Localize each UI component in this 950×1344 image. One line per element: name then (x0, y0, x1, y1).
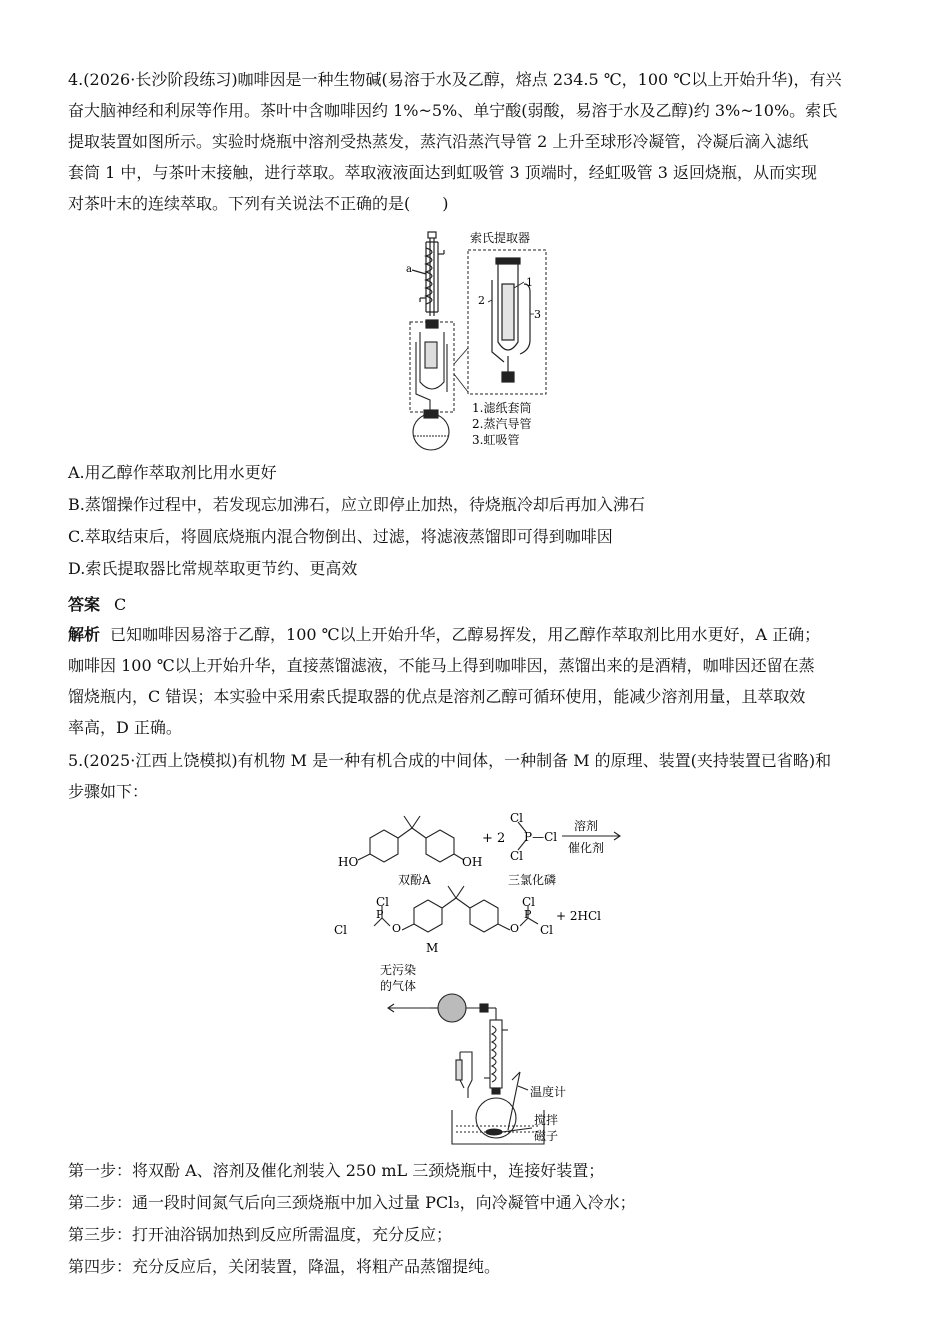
explanation (68, 619, 883, 743)
reaction-scheme (330, 808, 630, 958)
stirrer-label-1: 搅拌 (534, 1113, 559, 1127)
cl-m-left: Cl (334, 923, 348, 937)
solvent-label: 溶剂 (574, 819, 599, 833)
explanation-label: 解析 (68, 625, 101, 644)
apparatus-figure (372, 960, 592, 1150)
answer-line (68, 592, 126, 615)
figure-title: 索氏提取器 (470, 231, 531, 245)
catalyst-label: 催化剂 (568, 841, 605, 855)
cl-m-left-top: Cl (376, 895, 390, 909)
gas-label-1: 无污染 (380, 963, 417, 977)
plus-2: + 2 (482, 831, 506, 846)
name-pcl3: 三氯化磷 (508, 873, 557, 887)
plus-2hcl: + 2HCl (556, 909, 601, 923)
p-m-left: P (376, 908, 384, 921)
cl-top: Cl (510, 811, 524, 825)
p-m-right: P (524, 908, 532, 921)
name-bisphenol-a: 双酚A (398, 873, 431, 887)
cl-m-right: Cl (540, 923, 554, 937)
option-d: D.索氏提取器比常规萃取更节约、更高效 (68, 559, 358, 578)
thermometer-label: 温度计 (530, 1085, 567, 1099)
q4-line: 对茶叶末的连续萃取。下列有关说法不正确的是( ) (68, 194, 449, 213)
step-1: 第一步：将双酚 A、溶剂及催化剂装入 250 mL 三颈烧瓶中，连接好装置； (68, 1161, 605, 1180)
explanation-line: 已知咖啡因易溶于乙醇，100 ℃以上开始升华，乙醇易挥发，用乙醇作萃取剂比用水更好，A 正确； (110, 625, 821, 644)
question-5-stem (68, 745, 883, 807)
label-1: 1 (526, 276, 533, 289)
q5-line: 步骤如下： (68, 782, 149, 801)
label-a: a (406, 264, 412, 275)
ho-left: HO (338, 855, 359, 869)
legend-3: 3.虹吸管 (472, 433, 520, 447)
answer-label: 答案 (68, 595, 101, 614)
option-b: B.蒸馏操作过程中，若发现忘加沸石，应立即停止加热，待烧瓶冷却后再加入沸石 (68, 495, 645, 514)
p-cl: P—Cl (524, 830, 558, 844)
legend-1: 1.滤纸套筒 (472, 401, 532, 415)
soxhlet-figure (400, 224, 560, 454)
o-m-left: O (392, 922, 402, 935)
legend-2: 2.蒸汽导管 (472, 417, 532, 431)
q5-line: 5.(2025·江西上饶模拟)有机物 M 是一种有机合成的中间体，一种制备 M 的原理、装置(夹持装置已省略)和 (68, 751, 832, 770)
explanation-line: 馏烧瓶内，C 错误；本实验中采用索氏提取器的优点是溶剂乙醇可循环使用，能减少溶剂用量，且萃取效 (68, 687, 806, 706)
o-m-right: O (510, 922, 520, 935)
q4-line: 提取装置如图所示。实验时烧瓶中溶剂受热蒸发，蒸汽沿蒸汽导管 2 上升至球形冷凝管，冷凝后滴入滤纸 (68, 132, 809, 151)
oh-right: OH (462, 855, 483, 869)
cl-m-right-top: Cl (522, 895, 536, 909)
q4-line: 套筒 1 中，与茶叶末接触，进行萃取。萃取液液面达到虹吸管 3 顶端时，经虹吸管 3 返回烧瓶，从而实现 (68, 163, 818, 182)
option-a: A.用乙醇作萃取剂比用水更好 (68, 463, 277, 482)
gas-label-2: 的气体 (380, 979, 417, 993)
question-4-stem (68, 64, 883, 219)
explanation-line: 咖啡因 100 ℃以上开始升华，直接蒸馏滤液，不能马上得到咖啡因，蒸馏出来的是酒精，咖啡因还留在蒸 (68, 656, 815, 675)
answer-value: C (114, 595, 127, 614)
step-3: 第三步：打开油浴锅加热到反应所需温度，充分反应； (68, 1225, 453, 1244)
label-3: 3 (534, 308, 541, 321)
label-2: 2 (478, 294, 485, 307)
step-2: 第二步：通一段时间氮气后向三颈烧瓶中加入过量 PCl₃，向冷凝管中通入冷水； (68, 1193, 636, 1212)
q4-line: 奋大脑神经和利尿等作用。茶叶中含咖啡因约 1%~5%、单宁酸(弱酸，易溶于水及乙醇)约 3%~10%。索氏 (68, 101, 838, 120)
stirrer-label-2: 磁子 (534, 1129, 559, 1143)
option-c: C.萃取结束后，将圆底烧瓶内混合物倒出、过滤，将滤液蒸馏即可得到咖啡因 (68, 527, 613, 546)
name-m: M (426, 941, 439, 955)
explanation-line: 率高，D 正确。 (68, 718, 182, 737)
q4-line: 4.(2026·长沙阶段练习)咖啡因是一种生物碱(易溶于水及乙醇，熔点 234.5 ℃，100 ℃以上开始升华)，有兴 (68, 70, 842, 89)
step-4: 第四步：充分反应后，关闭装置，降温，将粗产品蒸馏提纯。 (68, 1257, 501, 1276)
cl-bottom: Cl (510, 849, 524, 863)
